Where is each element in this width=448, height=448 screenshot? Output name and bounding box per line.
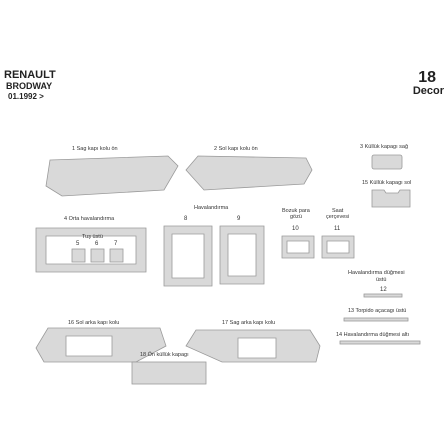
- label-part-8: 8: [184, 216, 188, 222]
- brand-name: RENAULT: [4, 69, 56, 81]
- label-part-13: 13 Torpido açacagı üstü: [348, 308, 407, 314]
- label-bozuk-gozu: gözü: [290, 214, 302, 220]
- model-name: BRODWAY: [6, 81, 53, 91]
- label-part-17: 17 Sag arka kapı kolu: [222, 320, 276, 326]
- label-tus-ustu: Tuş üstü: [82, 234, 103, 240]
- part-12-shape: [364, 294, 402, 297]
- label-part-6: 6: [95, 241, 99, 247]
- part-13-shape: [344, 318, 408, 321]
- label-part-15: 15 Küllük kapagı sol: [362, 180, 412, 186]
- label-part-3: 3 Küllük kapagı sağ: [360, 144, 409, 150]
- catalog-number: 18: [418, 69, 436, 86]
- label-bozuk-para: Bozuk para: [282, 208, 310, 214]
- part-7-shape: [110, 249, 123, 262]
- label-part-10: 10: [292, 226, 299, 232]
- part-15-shape: [372, 190, 410, 207]
- label-part-4: 4 Orta havalandırma: [64, 216, 115, 222]
- label-part-9: 9: [237, 216, 241, 222]
- part-10-shape: [282, 236, 314, 258]
- label-part-12: 12: [380, 287, 387, 293]
- label-part-5: 5: [76, 241, 80, 247]
- label-part-14: 14 Havalandırma düğmesi altı: [336, 332, 410, 338]
- part-2-shape: [186, 156, 312, 190]
- part-5-shape: [72, 249, 85, 262]
- label-part-11: 11: [334, 226, 341, 232]
- label-part-1: 1 Sag kapı kolu ön: [72, 146, 118, 152]
- part-6-shape: [91, 249, 104, 262]
- part-17-shape: [186, 330, 320, 362]
- part-14-shape: [340, 341, 420, 344]
- part-11-shape: [322, 236, 354, 258]
- label-part-7: 7: [114, 241, 118, 247]
- part-8-shape: [164, 226, 212, 286]
- part-3-shape: [372, 155, 402, 169]
- label-saat: Saat: [332, 208, 344, 214]
- part-1-shape: [46, 156, 178, 196]
- part-9-shape: [220, 226, 264, 284]
- decor-label: Decor: [412, 85, 444, 97]
- label-part-18: 18 Ön küllük kapagı: [140, 352, 189, 358]
- label-dugme-ustu-1: Havalandırma düğmesi: [348, 270, 405, 276]
- label-dugme-ustu-2: üstü: [376, 277, 387, 283]
- label-part-2: 2 Sol kapı kolu ön: [214, 146, 258, 152]
- label-havalandirma: Havalandırma: [194, 205, 229, 211]
- model-date: 01.1992 >: [8, 92, 44, 101]
- label-cercevesi: çerçevesi: [326, 214, 350, 220]
- part-18-shape: [132, 362, 206, 384]
- label-part-16: 16 Sol arka kapı kolu: [68, 320, 120, 326]
